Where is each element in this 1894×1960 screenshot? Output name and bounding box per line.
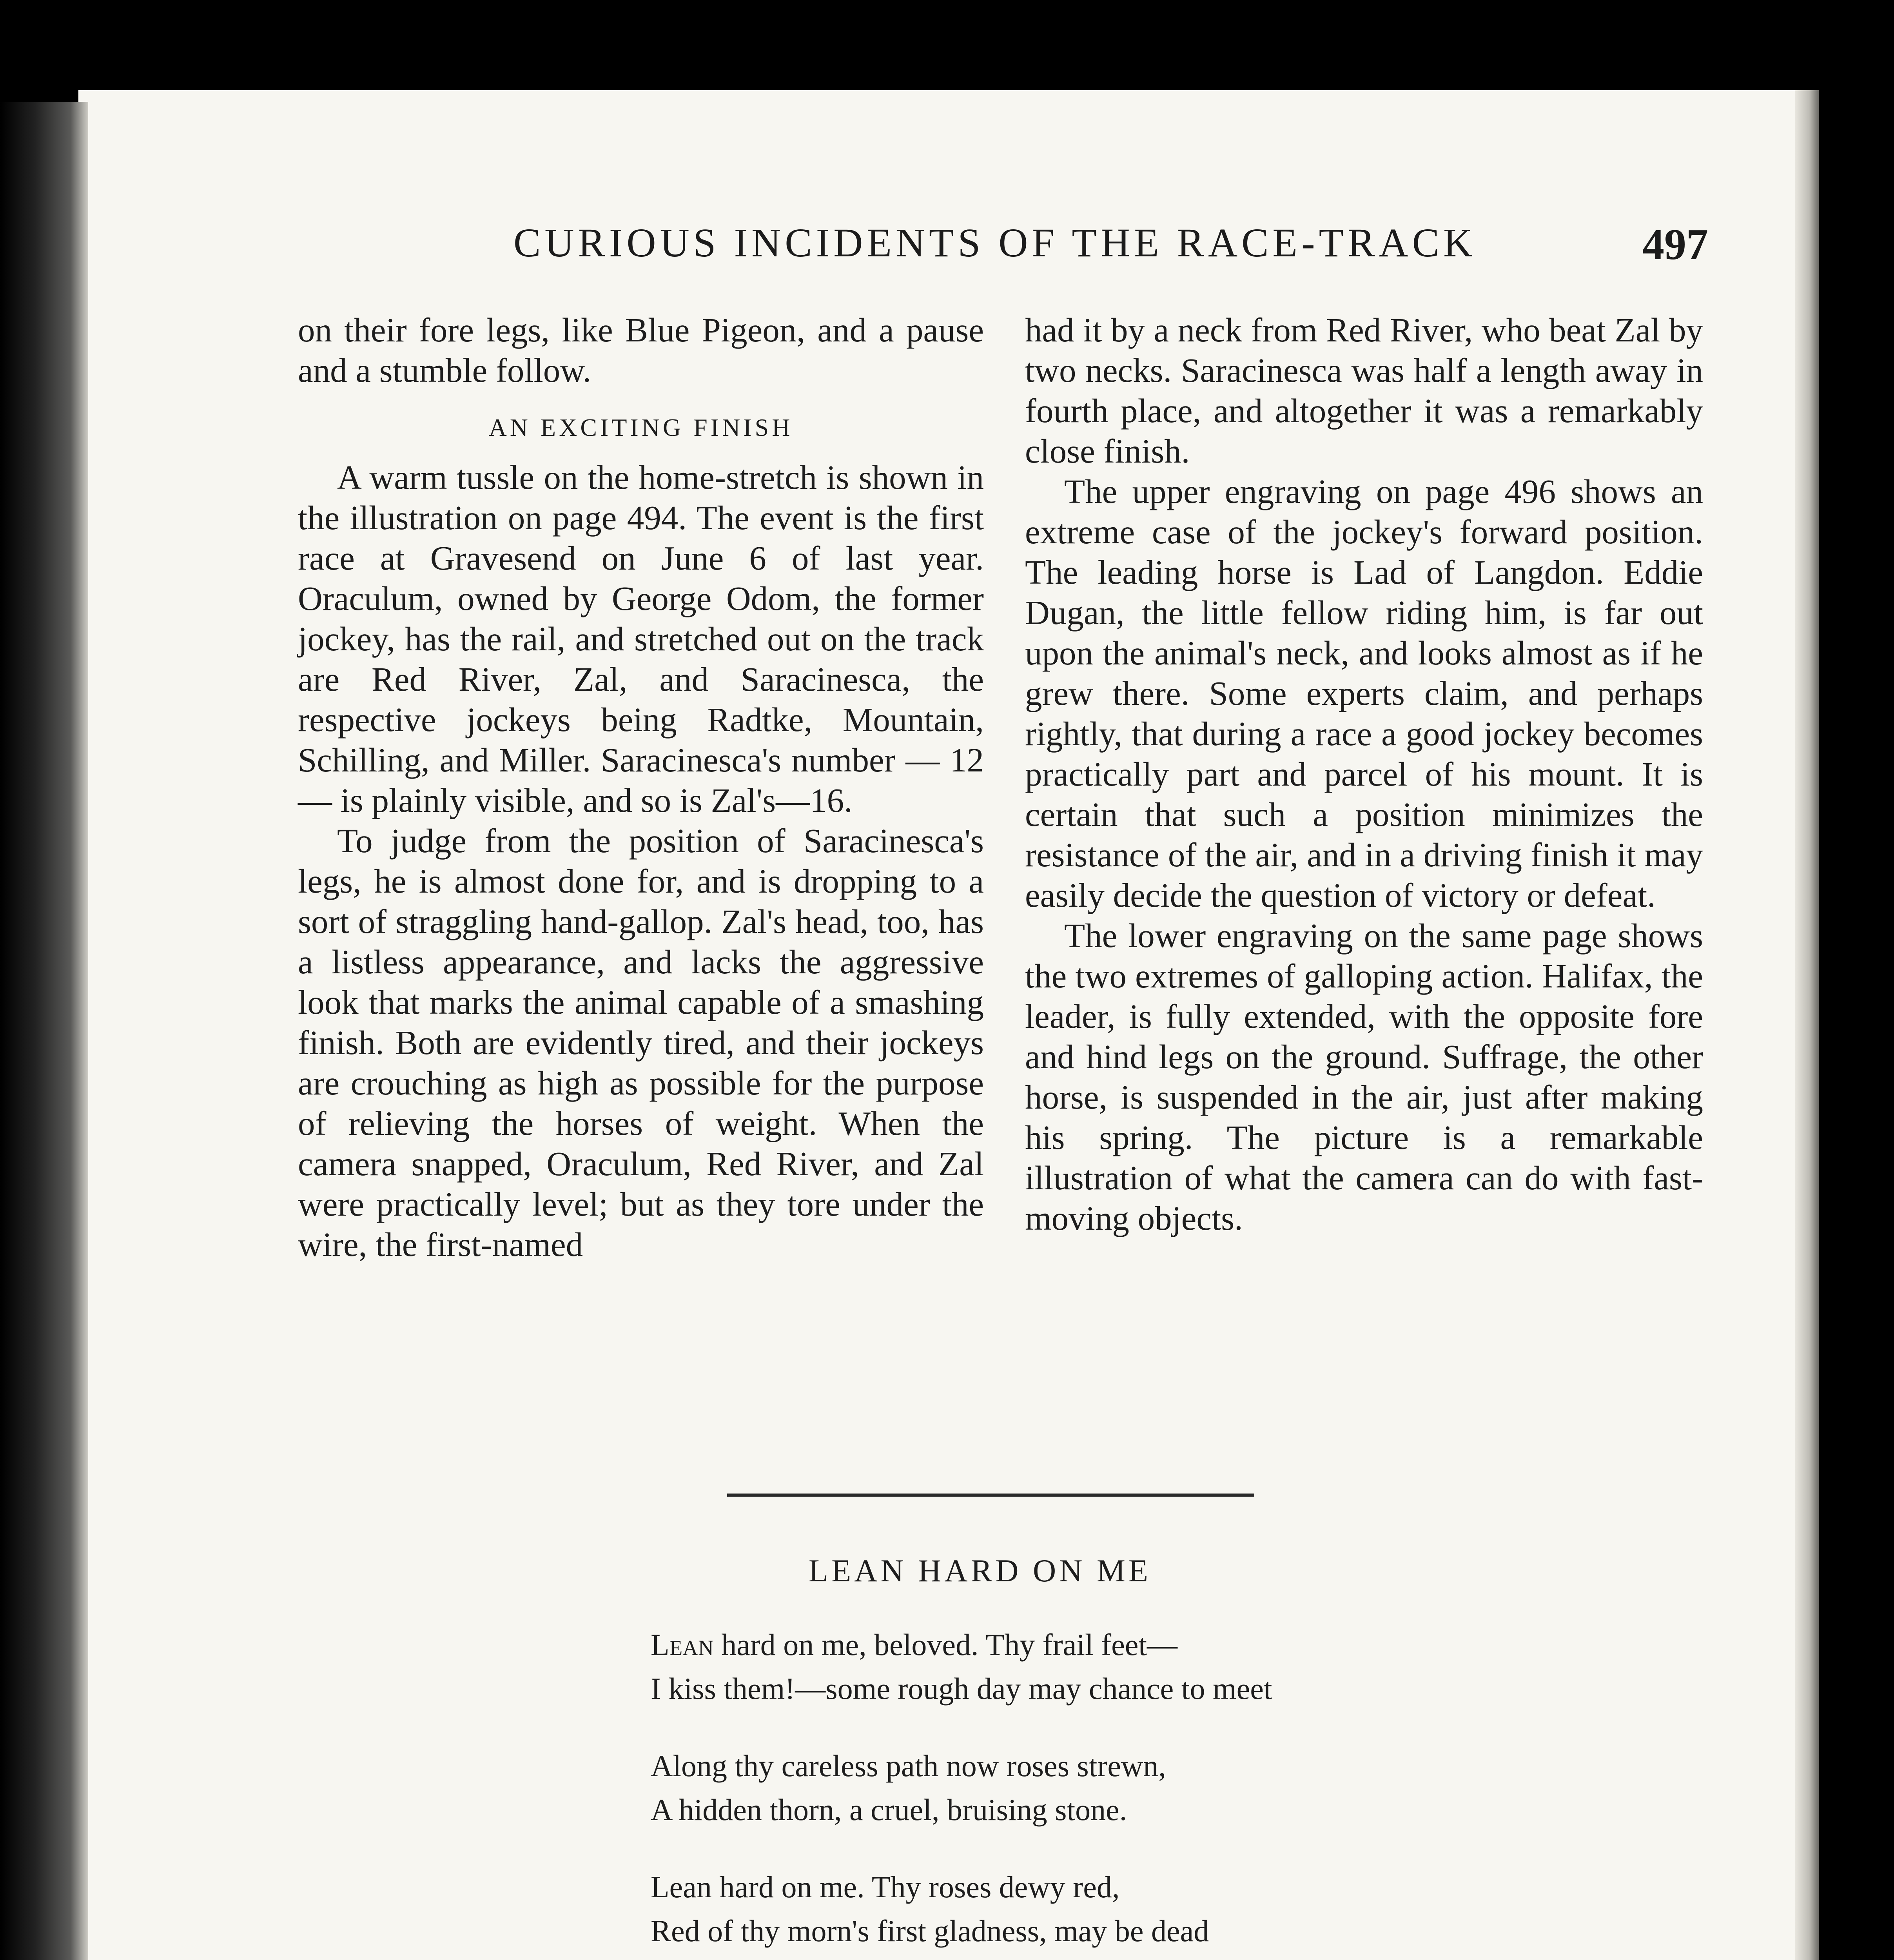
poem-stanza: [651, 1623, 1631, 1711]
poem-stanza: [651, 1865, 1631, 1953]
article-paragraph: The upper engraving on page 496 shows an extreme case of the jockey's forward position. The leading horse is Lad of Langdon. Eddie Dugan, the little fellow riding him, is far out upon the animal's neck, and looks almost as if he grew there. Some experts claim, and perhaps rightly, that during a race a good jockey becomes practically part and parcel of his mount. It is certain that such a position minimizes the resistance of the air, and in a driving finish it may easily decide the question of victory or defeat.: [1025, 472, 1703, 914]
poem-stanza: [651, 1744, 1631, 1832]
poem-line: Along thy careless path now roses strewn,: [651, 1749, 1166, 1783]
poem-line: Lean hard on me, beloved. Thy frail feet—: [651, 1628, 1178, 1662]
article-paragraph: A warm tussle on the home-stretch is shown in the illustration on page 494. The event is the first race at Gravesend on June 6 of last year. Oraculum, owned by George Odom, the former jockey, has the rail, and stretched out on the track are Red River, Zal, and Saracinesca, the respective jockeys being Radtke, Mountain, Schilling, and Miller. Saracinesca's number — 12 — is plainly visible, and so is Zal's—16.: [298, 458, 984, 819]
article-paragraph: The lower engraving on the same page shows the two extremes of galloping action. Halifax, the leader, is fully extended, with the opposite fore and hind legs on the ground. Suffrage, the other horse, is suspended in the air, just after making his spring. The picture is a remarkable illustration of what the camera can do with fast-moving objects.: [1025, 916, 1703, 1237]
poem-line: Lean hard on me. Thy roses dewy red,: [651, 1870, 1120, 1904]
poem-body: [651, 1623, 1631, 1960]
poem-line: A hidden thorn, a cruel, bruising stone.: [651, 1793, 1127, 1827]
article-continuation-text: had it by a neck from Red River, who beat Zal by two necks. Saracinesca was half a length away in fourth place, and altogether it was a remarkably close finish.: [1025, 311, 1703, 470]
article-paragraph: To judge from the position of Saracinesca's legs, he is almost done for, and is dropping to a sort of straggling hand-gallop. Zal's head, too, has a listless appearance, and lacks the aggressive look that marks the animal capable of a smashing finish. Both are evidently tired, and their jockeys are crouching as high as possible for the purpose of relieving the horses of weight. When the camera snapped, Oraculum, Red River, and Zal were practically level; but as they tore under the wire, the first-named: [298, 822, 984, 1263]
page-edge: [1795, 90, 1819, 1960]
article-continuation-text: on their fore legs, like Blue Pigeon, and a pause and a stumble follow.: [298, 311, 984, 389]
right-column: [1025, 310, 1703, 1238]
poem-line: I kiss them!—some rough day may chance to meet: [651, 1671, 1272, 1706]
section-subhead: AN EXCITING FINISH: [488, 414, 793, 441]
poem-title: LEAN HARD ON ME: [809, 1553, 1151, 1588]
page-gutter-shadow: [0, 102, 88, 1960]
section-divider: [727, 1494, 1254, 1497]
running-title: CURIOUS INCIDENTS OF THE RACE-TRACK: [513, 220, 1477, 265]
poem-first-word: Lean: [651, 1628, 714, 1662]
page-number: 497: [1642, 220, 1708, 269]
left-column: [298, 310, 984, 1265]
poem-line: Red of thy morn's first gladness, may be dead: [651, 1914, 1209, 1948]
